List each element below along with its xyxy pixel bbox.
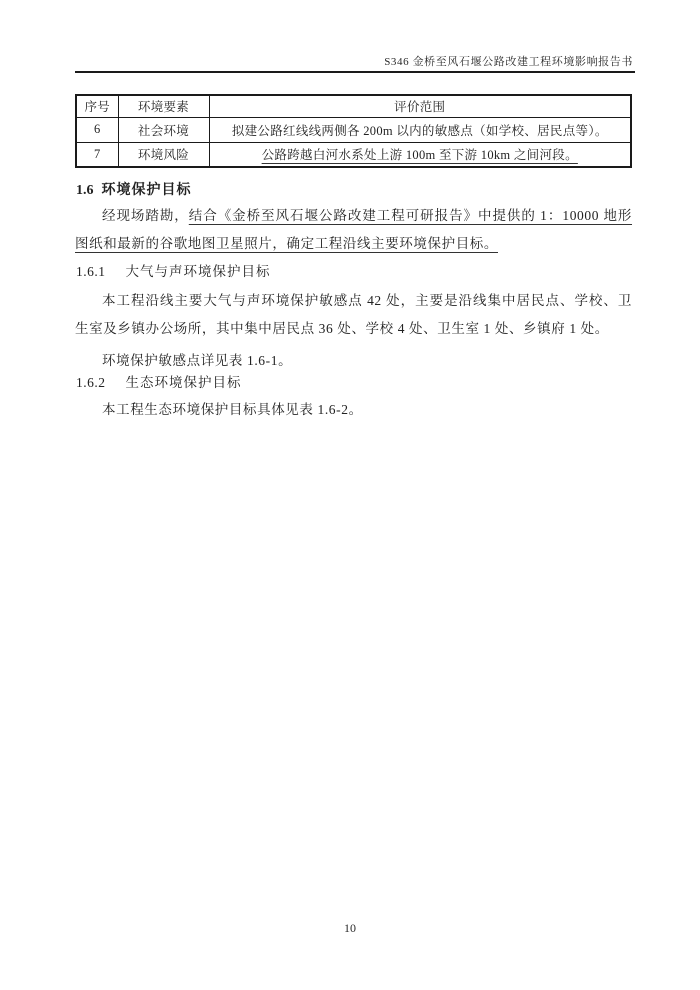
sensitive-points-note: 环境保护敏感点详见表 1.6-1。: [102, 353, 293, 368]
header-cell-no: 序号: [76, 95, 118, 117]
underlined-scope-text: 公路跨越白河水系处上游 100m 至下游 10km 之间河段。: [261, 148, 578, 163]
ecology-paragraph: 本工程生态环境保护目标具体见表 1.6-2。: [102, 402, 363, 417]
header-rule: [75, 71, 635, 73]
section-heading-1-6: [76, 181, 192, 201]
section-title: 大气与声环境保护目标: [125, 264, 271, 279]
assessment-scope-table: [75, 94, 632, 168]
section-title: 生态环境保护目标: [125, 375, 242, 390]
table-header-row: [76, 95, 631, 117]
section-title: 环境保护目标: [101, 183, 192, 198]
section-heading-1-6-1: [76, 262, 271, 282]
section-number: 1.6: [76, 183, 94, 198]
air-noise-paragraph: 本工程沿线主要大气与声环境保护敏感点 42 处，主要是沿线集中居民点、学校、卫生室及乡镇办公场所，其中集中居民点 36 处、学校 4 处、卫生室 1 处、乡镇府 1 处。: [75, 293, 632, 336]
page-number: 10: [344, 921, 356, 935]
table-row: [76, 117, 631, 142]
intro-paragraph: [75, 202, 632, 258]
header-cell-scope: 评价范围: [209, 95, 631, 117]
cell-no: 7: [76, 142, 118, 167]
section-number: 1.6.2: [76, 375, 106, 390]
section-number: 1.6.1: [76, 264, 106, 279]
cell-element: 社会环境: [118, 117, 209, 142]
cell-element: 环境风险: [118, 142, 209, 167]
section-heading-1-6-2: [76, 373, 242, 393]
cell-scope: [209, 142, 631, 167]
table-row: [76, 142, 631, 167]
intro-lead-text: 经现场踏勘，: [102, 208, 189, 223]
header-cell-element: 环境要素: [118, 95, 209, 117]
cell-scope: 拟建公路红线线两侧各 200m 以内的敏感点（如学校、居民点等）。: [209, 117, 631, 142]
intro-underlined-text: 结合《金桥至风石堰公路改建工程可研报告》中提供的 1：10000 地形图纸和最新的谷歌地图卫星照片，确定工程沿线主要环境保护目标。: [75, 208, 633, 251]
cell-no: 6: [76, 117, 118, 142]
running-header-title: S346 金桥至风石堰公路改建工程环境影响报告书: [384, 56, 633, 68]
